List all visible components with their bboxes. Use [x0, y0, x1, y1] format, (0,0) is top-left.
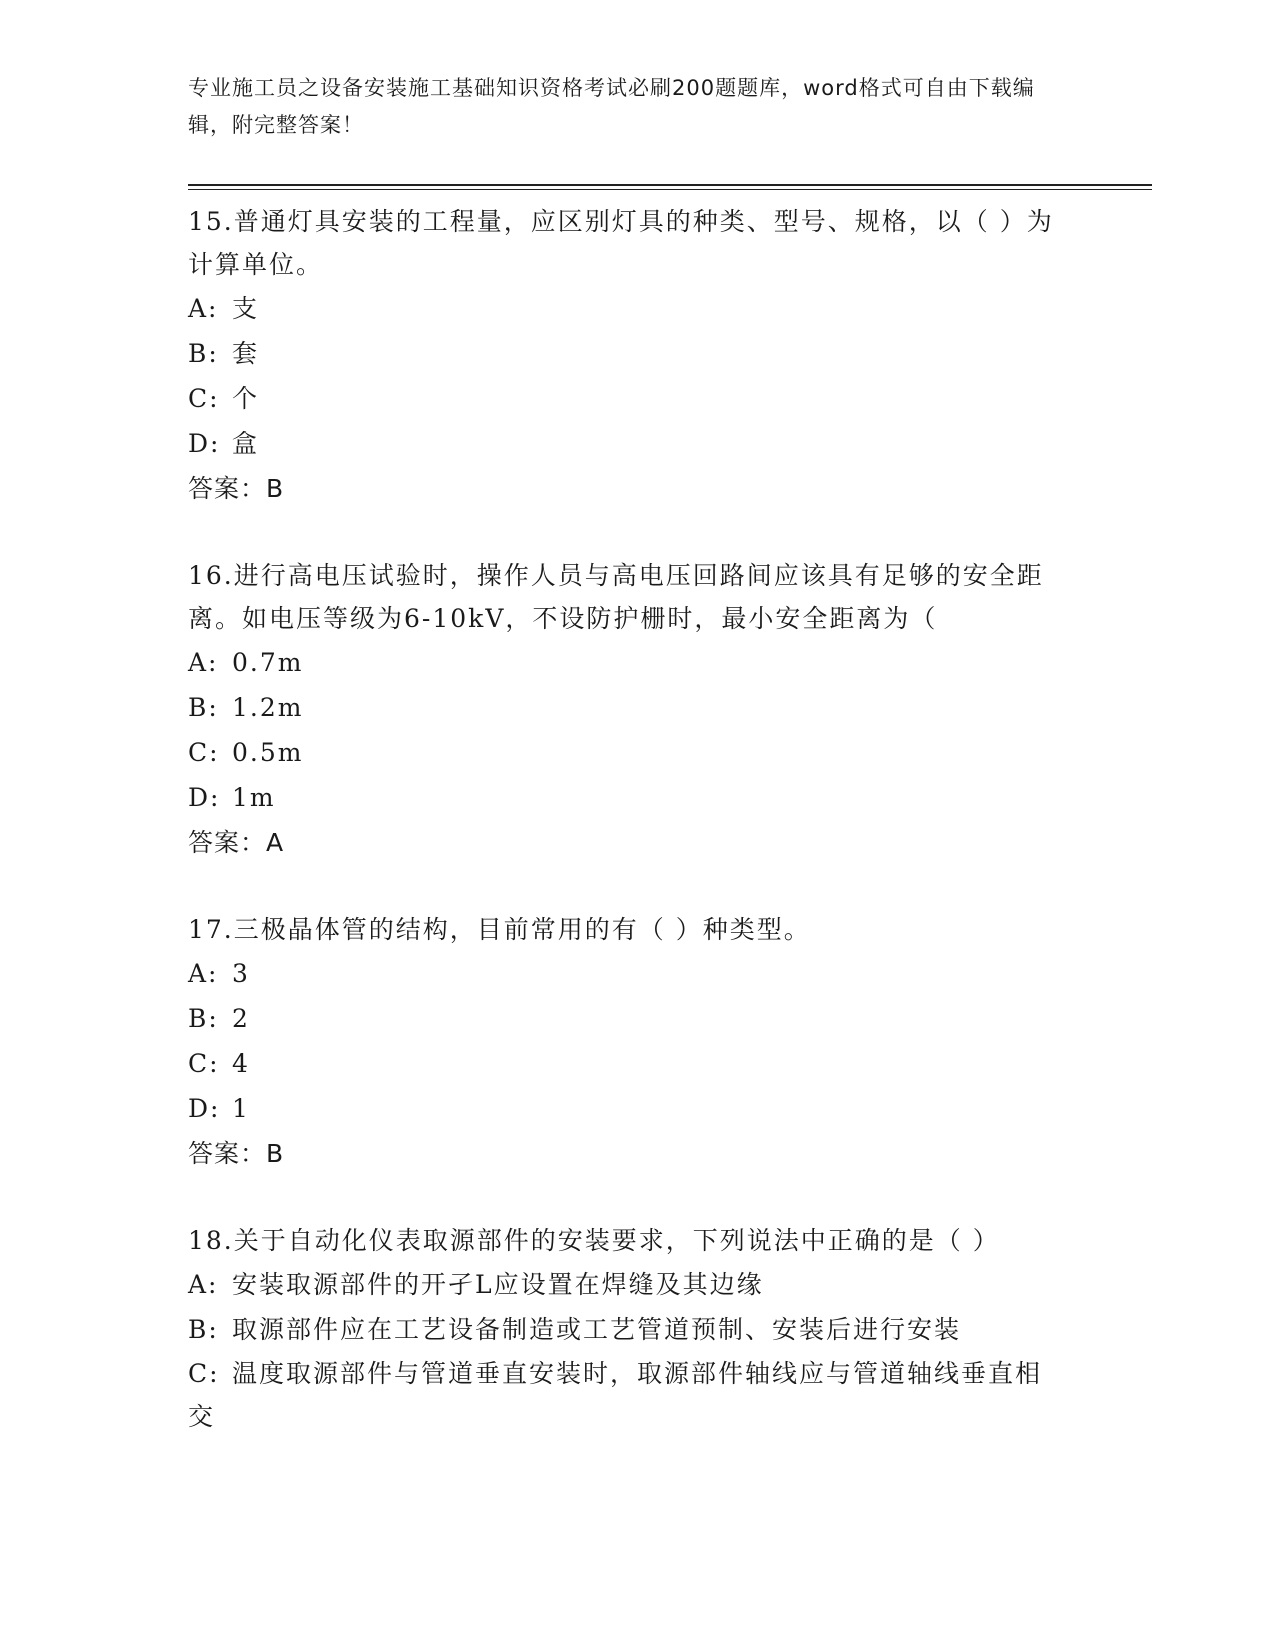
- option-text: 盒: [232, 429, 260, 458]
- option-text: 支: [232, 294, 260, 323]
- option-label: C:: [188, 1049, 220, 1078]
- answer-value: A: [266, 828, 285, 857]
- option-c: [188, 1352, 1068, 1438]
- document-header: 专业施工员之设备安装施工基础知识资格考试必刷200题题库，word格式可自由下载编辑，附完整答案！: [188, 76, 1035, 137]
- option-d: [188, 1086, 1148, 1131]
- option-c: [188, 730, 1148, 775]
- option-text: 1m: [232, 783, 276, 812]
- option-text: 2: [232, 1004, 250, 1033]
- question-stem: 17.三极晶体管的结构，目前常用的有（ ）种类型。: [188, 915, 811, 944]
- answer-label: 答案：: [188, 474, 267, 503]
- option-c: [188, 1041, 1148, 1086]
- answer: [188, 466, 1148, 511]
- answer-label: 答案：: [188, 828, 267, 857]
- header-divider: [188, 184, 1152, 190]
- option-b: [188, 331, 1148, 376]
- answer-value: B: [266, 1139, 285, 1168]
- answer-value: B: [266, 474, 285, 503]
- option-label: B:: [188, 339, 219, 368]
- option-label: C:: [188, 384, 220, 413]
- option-text: 4: [232, 1049, 250, 1078]
- option-text: 安装取源部件的开孑L应设置在焊缝及其边缘: [232, 1270, 764, 1299]
- answer-label: 答案：: [188, 1139, 267, 1168]
- option-label: D:: [188, 429, 221, 458]
- document-page: [188, 70, 1148, 1438]
- option-label: B:: [188, 693, 219, 722]
- question-15: [188, 200, 1148, 511]
- option-text: 1.2m: [232, 693, 304, 722]
- option-c: [188, 376, 1148, 421]
- option-text: 个: [232, 384, 260, 413]
- question-16: [188, 554, 1148, 865]
- option-label: A:: [188, 648, 219, 677]
- option-b: [188, 1307, 1148, 1352]
- option-a: [188, 286, 1148, 331]
- option-label: C:: [188, 1359, 220, 1388]
- option-b: [188, 996, 1148, 1041]
- question-18: [188, 1219, 1148, 1438]
- option-a: [188, 1262, 1148, 1307]
- option-text: 套: [232, 339, 260, 368]
- option-label: D:: [188, 1094, 221, 1123]
- option-text: 0.5m: [232, 738, 304, 767]
- option-a: [188, 951, 1148, 996]
- option-text: 1: [232, 1094, 250, 1123]
- option-d: [188, 421, 1148, 466]
- option-a: [188, 640, 1148, 685]
- option-label: B:: [188, 1004, 219, 1033]
- option-label: A:: [188, 959, 219, 988]
- option-label: D:: [188, 783, 221, 812]
- option-label: B:: [188, 1315, 219, 1344]
- question-17: [188, 908, 1148, 1176]
- answer: [188, 820, 1148, 865]
- question-stem: 15.普通灯具安装的工程量，应区别灯具的种类、型号、规格，以（ ）为计算单位。: [188, 207, 1054, 279]
- option-text: 3: [232, 959, 250, 988]
- option-label: A:: [188, 294, 219, 323]
- option-d: [188, 775, 1148, 820]
- question-stem: 18.关于自动化仪表取源部件的安装要求，下列说法中正确的是（ ）: [188, 1226, 1000, 1255]
- option-text: 0.7m: [232, 648, 304, 677]
- answer: [188, 1131, 1148, 1176]
- option-label: A:: [188, 1270, 219, 1299]
- option-b: [188, 685, 1148, 730]
- option-text: 温度取源部件与管道垂直安装时，取源部件轴线应与管道轴线垂直相交: [188, 1359, 1043, 1431]
- option-text: 取源部件应在工艺设备制造或工艺管道预制、安装后进行安装: [232, 1315, 962, 1344]
- question-stem: 16.进行高电压试验时，操作人员与高电压回路间应该具有足够的安全距离。如电压等级为6-10kV，不设防护栅时，最小安全距离为（: [188, 561, 1044, 633]
- option-label: C:: [188, 738, 220, 767]
